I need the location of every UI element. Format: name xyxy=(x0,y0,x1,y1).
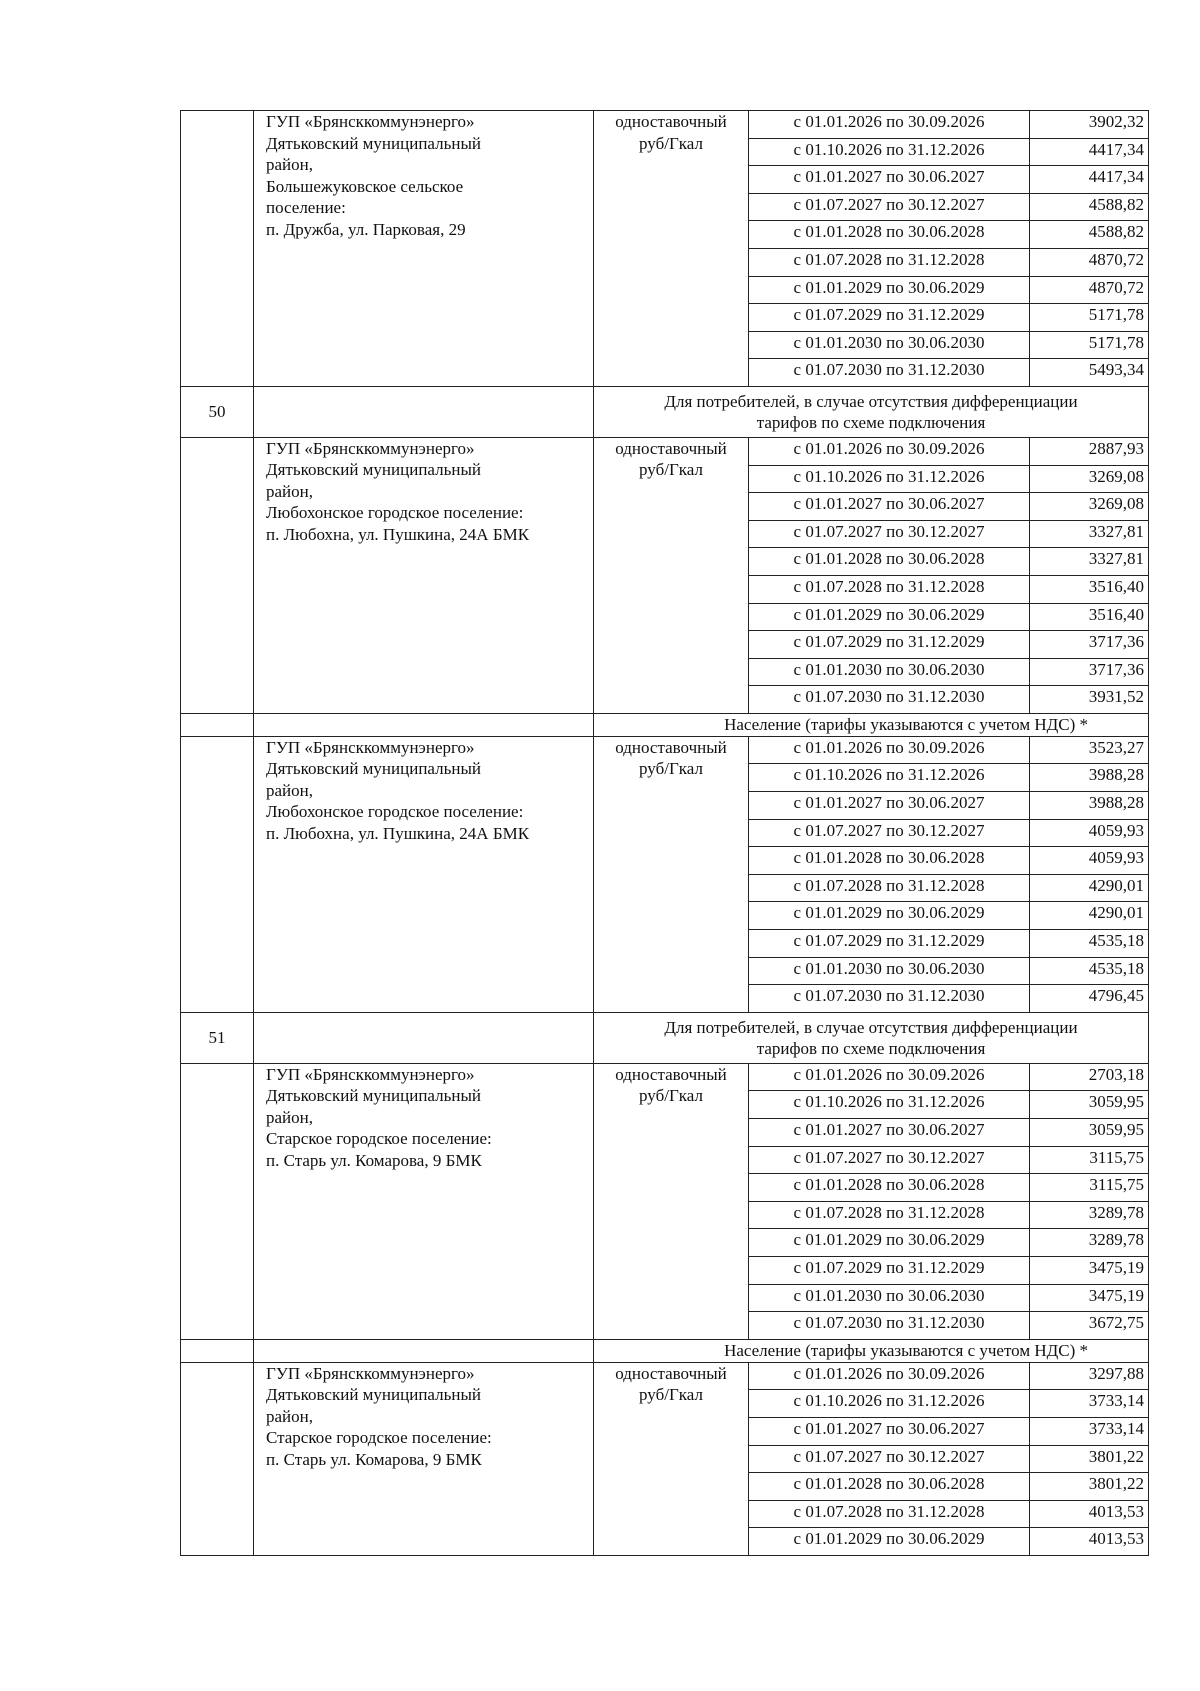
rates-cell xyxy=(749,1063,1149,1339)
rate-row xyxy=(749,438,1148,465)
rate-value: 3289,78 xyxy=(1030,1229,1149,1257)
rate-period: с 01.01.2027 по 30.06.2027 xyxy=(749,493,1030,521)
rate-row xyxy=(749,575,1148,603)
rate-row xyxy=(749,764,1148,792)
tariff-type-line: одноставочный xyxy=(615,438,727,458)
rate-value: 4535,18 xyxy=(1030,957,1149,985)
rate-value: 4059,93 xyxy=(1030,847,1149,875)
rate-value: 3902,32 xyxy=(1030,111,1149,138)
rate-value: 4796,45 xyxy=(1088,986,1144,1006)
organization-line: п. Любохна, ул. Пушкина, 24А БМК xyxy=(266,524,530,544)
rate-period: с 01.07.2030 по 31.12.2030 xyxy=(749,1312,1030,1339)
rate-period: с 01.07.2029 по 31.12.2029 xyxy=(749,631,1030,659)
rates-table xyxy=(749,1363,1148,1555)
organization-line: Большежуковское сельское xyxy=(266,176,464,196)
rate-value: 3733,14 xyxy=(1030,1417,1149,1445)
rate-period: с 01.10.2026 по 31.12.2026 xyxy=(749,465,1030,493)
tariff-type-line: руб/Гкал xyxy=(639,759,703,779)
rate-period: с 01.01.2026 по 30.09.2026 xyxy=(749,737,1030,764)
rate-period: с 01.07.2028 по 31.12.2028 xyxy=(749,575,1030,603)
rates-cell xyxy=(749,111,1149,387)
rate-row xyxy=(749,221,1148,249)
rate-value: 3988,28 xyxy=(1030,792,1149,820)
number-cell xyxy=(181,437,254,713)
section-title-line: тарифов по схеме подключения xyxy=(756,412,986,432)
rate-row xyxy=(749,465,1148,493)
tariff-type-line: одноставочный xyxy=(615,737,727,757)
section-title-line: Для потребителей, в случае отсутствия дифференциации xyxy=(664,391,1078,411)
organization-line: Дятьковский муниципальный xyxy=(266,759,481,779)
section-title xyxy=(594,386,1149,437)
organization-line: ГУП «Брянсккоммунэнерго» xyxy=(266,1363,475,1383)
organization-line: ГУП «Брянсккоммунэнерго» xyxy=(266,438,475,458)
rate-row xyxy=(749,166,1148,194)
organization-line: п. Дружба, ул. Парковая, 29 xyxy=(266,219,466,239)
rate-value: 3059,95 xyxy=(1030,1091,1149,1119)
tariff-row xyxy=(181,437,1149,713)
tariff-row xyxy=(181,111,1149,387)
rates-cell xyxy=(749,1362,1149,1555)
rate-row xyxy=(749,1229,1148,1257)
empty-cell xyxy=(181,1339,254,1362)
rate-value: 5171,78 xyxy=(1030,331,1149,359)
rate-row xyxy=(749,737,1148,764)
rate-period: с 01.10.2026 по 31.12.2026 xyxy=(749,1091,1030,1119)
rate-row xyxy=(749,193,1148,221)
rate-period: с 01.01.2029 по 30.06.2029 xyxy=(749,902,1030,930)
rate-period: с 01.01.2026 по 30.09.2026 xyxy=(749,1363,1030,1390)
rate-period: с 01.07.2028 по 31.12.2028 xyxy=(749,874,1030,902)
empty-cell xyxy=(254,386,594,437)
population-row xyxy=(181,1339,1149,1362)
tariff-row xyxy=(181,1063,1149,1339)
rate-row xyxy=(749,359,1148,386)
rate-period: с 01.01.2030 по 30.06.2030 xyxy=(749,1284,1030,1312)
rate-period: с 01.01.2028 по 30.06.2028 xyxy=(749,1174,1030,1202)
number-cell xyxy=(181,736,254,1012)
rate-row xyxy=(749,1091,1148,1119)
rate-row xyxy=(749,1445,1148,1473)
rate-row xyxy=(749,304,1148,332)
section-title xyxy=(594,1012,1149,1063)
tariff-type-line: одноставочный xyxy=(615,1363,727,1383)
rate-row xyxy=(749,493,1148,521)
organization-cell xyxy=(254,1063,594,1339)
organization-line: Старское городское поселение: xyxy=(266,1129,492,1149)
rate-period: с 01.07.2028 по 31.12.2028 xyxy=(749,1500,1030,1528)
rate-value: 3475,19 xyxy=(1030,1284,1149,1312)
section-title-line: тарифов по схеме подключения xyxy=(756,1038,986,1058)
rate-period: с 01.01.2030 по 30.06.2030 xyxy=(749,658,1030,686)
rate-value: 3475,19 xyxy=(1030,1256,1149,1284)
rate-value: 3115,75 xyxy=(1030,1146,1149,1174)
rate-period: с 01.01.2026 по 30.09.2026 xyxy=(749,111,1030,138)
rate-row xyxy=(749,1473,1148,1501)
rate-row xyxy=(749,792,1148,820)
rate-period: с 01.01.2028 по 30.06.2028 xyxy=(749,847,1030,875)
organization-line: поселение: xyxy=(266,198,346,217)
rate-period: с 01.07.2027 по 30.12.2027 xyxy=(749,1146,1030,1174)
rate-row xyxy=(749,1390,1148,1418)
tariff-row xyxy=(181,736,1149,1012)
rate-value: 4290,01 xyxy=(1030,902,1149,930)
organization-line: п. Старь ул. Комарова, 9 БМК xyxy=(266,1150,482,1170)
rates-table xyxy=(749,737,1148,1012)
tariff-type-line: руб/Гкал xyxy=(639,460,703,480)
rate-period: с 01.07.2027 по 30.12.2027 xyxy=(749,193,1030,221)
rate-period: с 01.10.2026 по 31.12.2026 xyxy=(749,1390,1030,1418)
rate-value: 3516,40 xyxy=(1030,603,1149,631)
rate-row xyxy=(749,902,1148,930)
rate-period: с 01.07.2028 по 31.12.2028 xyxy=(749,248,1030,276)
rate-value: 3115,75 xyxy=(1030,1174,1149,1202)
rate-value: 3289,78 xyxy=(1030,1201,1149,1229)
rate-period: с 01.01.2029 по 30.06.2029 xyxy=(749,276,1030,304)
rate-value: 4417,34 xyxy=(1030,138,1149,166)
section-number: 50 xyxy=(181,386,254,437)
rate-value: 3327,81 xyxy=(1030,548,1149,576)
section-number: 51 xyxy=(181,1012,254,1063)
rate-period: с 01.01.2028 по 30.06.2028 xyxy=(749,1473,1030,1501)
rate-value: 3717,36 xyxy=(1030,658,1149,686)
rate-row xyxy=(749,686,1148,713)
rates-table xyxy=(749,1064,1148,1339)
organization-line: Любохонское городское поселение: xyxy=(266,503,524,523)
organization-line: район, xyxy=(266,1107,313,1127)
rate-row xyxy=(749,874,1148,902)
organization-line: ГУП «Брянсккоммунэнерго» xyxy=(266,112,475,131)
rate-period: с 01.07.2028 по 31.12.2028 xyxy=(749,1201,1030,1229)
rate-period: с 01.07.2030 по 31.12.2030 xyxy=(749,359,1030,386)
organization-line: Дятьковский муниципальный xyxy=(266,460,481,480)
rate-row xyxy=(749,985,1148,1012)
rate-row xyxy=(749,1363,1148,1390)
rate-value: 2703,18 xyxy=(1030,1064,1149,1091)
rate-row xyxy=(749,111,1148,138)
rate-period: с 01.01.2029 по 30.06.2029 xyxy=(749,1528,1030,1555)
rate-value: 4013,53 xyxy=(1088,1529,1144,1549)
tariff-type-cell xyxy=(594,1063,749,1339)
number-cell xyxy=(181,1362,254,1555)
organization-line: ГУП «Брянсккоммунэнерго» xyxy=(266,1064,475,1084)
organization-line: Дятьковский муниципальный xyxy=(266,1086,481,1106)
organization-line: Любохонское городское поселение: xyxy=(266,802,524,822)
population-title: Население (тарифы указываются с учетом НДС) * xyxy=(594,713,1149,736)
tariff-row xyxy=(181,1362,1149,1555)
tariff-type-cell xyxy=(594,1362,749,1555)
rate-value: 3297,88 xyxy=(1030,1363,1149,1390)
rate-row xyxy=(749,548,1148,576)
number-cell xyxy=(181,1063,254,1339)
rate-row xyxy=(749,1119,1148,1147)
rate-value: 4870,72 xyxy=(1030,276,1149,304)
rate-row xyxy=(749,138,1148,166)
rate-row xyxy=(749,1284,1148,1312)
organization-cell xyxy=(254,437,594,713)
rate-value: 3801,22 xyxy=(1030,1445,1149,1473)
section-title-line: Для потребителей, в случае отсутствия дифференциации xyxy=(664,1017,1078,1037)
rates-table xyxy=(749,111,1148,386)
organization-line: район, xyxy=(266,780,313,800)
rate-value: 5171,78 xyxy=(1030,304,1149,332)
tariff-type-line: одноставочный xyxy=(615,1064,727,1084)
rate-row xyxy=(749,603,1148,631)
rate-period: с 01.07.2030 по 31.12.2030 xyxy=(749,686,1030,713)
empty-cell xyxy=(254,1012,594,1063)
rate-value: 3672,75 xyxy=(1088,1313,1144,1333)
empty-cell xyxy=(181,713,254,736)
number-cell xyxy=(181,111,254,387)
rate-value: 4588,82 xyxy=(1030,221,1149,249)
organization-line: район, xyxy=(266,481,313,501)
organization-cell xyxy=(254,1362,594,1555)
rate-period: с 01.01.2028 по 30.06.2028 xyxy=(749,548,1030,576)
organization-cell xyxy=(254,736,594,1012)
organization-line: Дятьковский муниципальный xyxy=(266,133,481,153)
rate-value: 3801,22 xyxy=(1030,1473,1149,1501)
rate-value: 3516,40 xyxy=(1030,575,1149,603)
organization-line: Дятьковский муниципальный xyxy=(266,1385,481,1405)
rate-value: 4013,53 xyxy=(1030,1500,1149,1528)
rate-row xyxy=(749,1201,1148,1229)
rate-value: 4059,93 xyxy=(1030,819,1149,847)
rate-value: 3717,36 xyxy=(1030,631,1149,659)
rate-row xyxy=(749,1256,1148,1284)
rate-row xyxy=(749,248,1148,276)
rate-period: с 01.10.2026 по 31.12.2026 xyxy=(749,138,1030,166)
organization-line: район, xyxy=(266,155,313,174)
rate-period: с 01.07.2027 по 30.12.2027 xyxy=(749,520,1030,548)
tariff-type-line: руб/Гкал xyxy=(639,1086,703,1106)
population-title: Население (тарифы указываются с учетом НДС) * xyxy=(594,1339,1149,1362)
rate-period: с 01.01.2030 по 30.06.2030 xyxy=(749,331,1030,359)
rate-row xyxy=(749,658,1148,686)
rate-value: 3059,95 xyxy=(1030,1119,1149,1147)
rate-row xyxy=(749,847,1148,875)
rate-row xyxy=(749,631,1148,659)
rate-period: с 01.01.2027 по 30.06.2027 xyxy=(749,166,1030,194)
rate-value: 3327,81 xyxy=(1030,520,1149,548)
rates-cell xyxy=(749,736,1149,1012)
organization-line: Старское городское поселение: xyxy=(266,1428,492,1448)
rate-value: 3269,08 xyxy=(1030,493,1149,521)
rate-period: с 01.01.2029 по 30.06.2029 xyxy=(749,1229,1030,1257)
rate-value: 4870,72 xyxy=(1030,248,1149,276)
organization-line: район, xyxy=(266,1406,313,1426)
population-row xyxy=(181,713,1149,736)
rate-row xyxy=(749,819,1148,847)
rate-period: с 01.01.2027 по 30.06.2027 xyxy=(749,1417,1030,1445)
tariff-type-line: одноставочный xyxy=(615,112,727,131)
empty-cell xyxy=(254,1339,594,1362)
rate-row xyxy=(749,930,1148,958)
organization-line: п. Старь ул. Комарова, 9 БМК xyxy=(266,1449,482,1469)
tariff-type-line: руб/Гкал xyxy=(639,1385,703,1405)
rate-period: с 01.01.2026 по 30.09.2026 xyxy=(749,438,1030,465)
rate-row xyxy=(749,1064,1148,1091)
rate-period: с 01.07.2027 по 30.12.2027 xyxy=(749,1445,1030,1473)
rate-row xyxy=(749,1174,1148,1202)
tariff-type-cell xyxy=(594,437,749,713)
rates-cell xyxy=(749,437,1149,713)
rate-period: с 01.01.2030 по 30.06.2030 xyxy=(749,957,1030,985)
rate-value: 4417,34 xyxy=(1030,166,1149,194)
rate-row xyxy=(749,1500,1148,1528)
rate-value: 4535,18 xyxy=(1030,930,1149,958)
rate-value: 3931,52 xyxy=(1088,687,1144,707)
tariff-type-cell xyxy=(594,111,749,387)
tariff-table xyxy=(180,110,1149,1556)
empty-cell xyxy=(254,713,594,736)
rate-period: с 01.01.2026 по 30.09.2026 xyxy=(749,1064,1030,1091)
rates-table xyxy=(749,438,1148,713)
rate-row xyxy=(749,276,1148,304)
rate-period: с 01.07.2029 по 31.12.2029 xyxy=(749,930,1030,958)
rate-row xyxy=(749,1146,1148,1174)
rate-period: с 01.01.2027 по 30.06.2027 xyxy=(749,792,1030,820)
rate-row xyxy=(749,957,1148,985)
rate-period: с 01.01.2027 по 30.06.2027 xyxy=(749,1119,1030,1147)
rate-value: 3733,14 xyxy=(1030,1390,1149,1418)
rate-period: с 01.07.2027 по 30.12.2027 xyxy=(749,819,1030,847)
rate-row xyxy=(749,520,1148,548)
rate-value: 4290,01 xyxy=(1030,874,1149,902)
tariff-type-cell xyxy=(594,736,749,1012)
rate-value: 3523,27 xyxy=(1030,737,1149,764)
rate-row xyxy=(749,1417,1148,1445)
rate-value: 4588,82 xyxy=(1030,193,1149,221)
rate-period: с 01.07.2030 по 31.12.2030 xyxy=(749,985,1030,1012)
rate-period: с 01.01.2029 по 30.06.2029 xyxy=(749,603,1030,631)
rate-period: с 01.10.2026 по 31.12.2026 xyxy=(749,764,1030,792)
rate-row xyxy=(749,1528,1148,1555)
section-header-row xyxy=(181,1012,1149,1063)
rate-period: с 01.07.2029 по 31.12.2029 xyxy=(749,1256,1030,1284)
organization-cell xyxy=(254,111,594,387)
rate-value: 5493,34 xyxy=(1088,360,1144,380)
rate-row xyxy=(749,331,1148,359)
section-header-row xyxy=(181,386,1149,437)
rate-value: 3988,28 xyxy=(1030,764,1149,792)
rate-value: 2887,93 xyxy=(1030,438,1149,465)
rate-row xyxy=(749,1312,1148,1339)
organization-line: п. Любохна, ул. Пушкина, 24А БМК xyxy=(266,823,530,843)
organization-line: ГУП «Брянсккоммунэнерго» xyxy=(266,737,475,757)
rate-period: с 01.01.2028 по 30.06.2028 xyxy=(749,221,1030,249)
rate-period: с 01.07.2029 по 31.12.2029 xyxy=(749,304,1030,332)
tariff-type-line: руб/Гкал xyxy=(639,133,703,153)
rate-value: 3269,08 xyxy=(1030,465,1149,493)
